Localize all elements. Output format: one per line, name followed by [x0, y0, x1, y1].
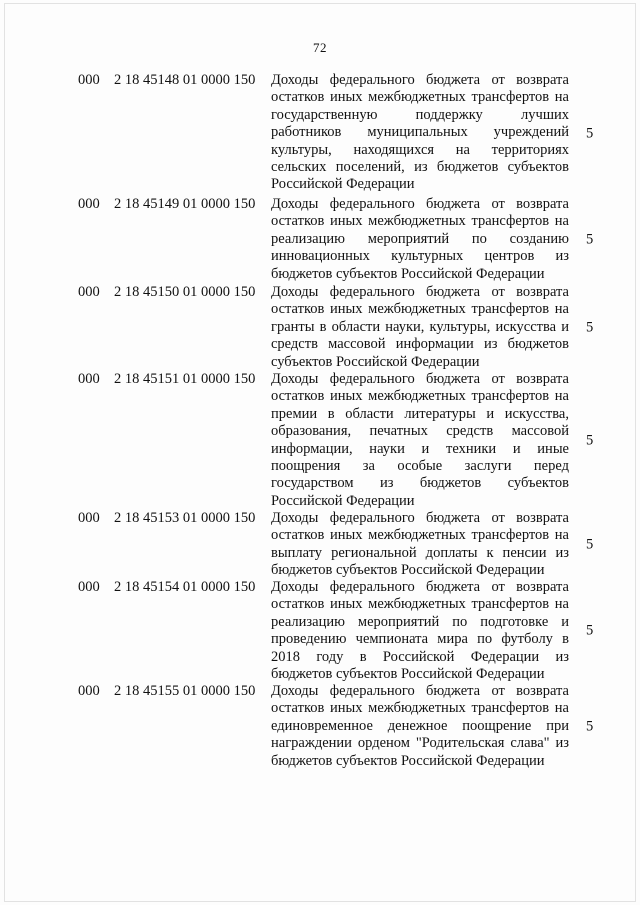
- revenue-name: Доходы федерального бюджета от возврата остатков иных межбюджетных трансфертов на реализацию мероприятий по созданию инновационных культурных центров из бюджетов субъектов Российской Федерации: [271, 196, 569, 282]
- budget-classification-code: 2 18 45155 01 0000 150: [114, 683, 256, 699]
- table-row: [0, 683, 640, 771]
- revenue-classification-table: [0, 72, 640, 771]
- revenue-name: Доходы федерального бюджета от возврата остатков иных межбюджетных трансфертов на государственную поддержку лучших работников муниципальных учреждений культуры, находящихся на территориях сельских поселений, из бюджетов субъектов Российской Федерации: [271, 72, 569, 193]
- administrator-code: 000: [78, 196, 100, 212]
- administrator-code: 000: [78, 510, 100, 526]
- page-number: 72: [313, 40, 327, 55]
- budget-classification-code: 2 18 45149 01 0000 150: [114, 196, 256, 212]
- revenue-name: Доходы федерального бюджета от возврата остатков иных межбюджетных трансфертов на гранты в области науки, культуры, искусства и средств массовой информации из бюджетов субъектов Российской Федерации: [271, 284, 569, 370]
- norm-percent: 5: [586, 318, 594, 335]
- revenue-name: Доходы федерального бюджета от возврата остатков иных межбюджетных трансфертов на выплату региональной доплаты к пенсии из бюджетов субъектов Российской Федерации: [271, 510, 569, 579]
- administrator-code: 000: [78, 284, 100, 300]
- revenue-name: Доходы федерального бюджета от возврата остатков иных межбюджетных трансфертов на премии в области литературы и искусства, образования, печатных средств массовой информации, науки и техники и иные поощрения за особые заслуги перед государством из бюджетов субъектов Российской Федерации: [271, 371, 569, 509]
- budget-classification-code: 2 18 45154 01 0000 150: [114, 579, 256, 595]
- administrator-code: 000: [78, 371, 100, 387]
- budget-classification-code: 2 18 45150 01 0000 150: [114, 284, 256, 300]
- norm-percent: 5: [586, 231, 594, 248]
- norm-percent: 5: [586, 718, 594, 735]
- norm-percent: 5: [586, 125, 594, 142]
- table-row: [0, 579, 640, 683]
- norm-percent: 5: [586, 431, 594, 448]
- budget-classification-code: 2 18 45151 01 0000 150: [114, 371, 256, 387]
- administrator-code: 000: [78, 72, 100, 88]
- administrator-code: 000: [78, 579, 100, 595]
- table-row: [0, 72, 640, 196]
- revenue-name: Доходы федерального бюджета от возврата остатков иных межбюджетных трансфертов на реализацию мероприятий по подготовке и проведению чемпионата мира по футболу в 2018 году в Российской Федерации из бюджетов субъектов Российской Федерации: [271, 579, 569, 683]
- table-row: [0, 284, 640, 371]
- table-row: [0, 371, 640, 510]
- norm-percent: 5: [586, 622, 594, 639]
- norm-percent: 5: [586, 535, 594, 552]
- revenue-name: Доходы федерального бюджета от возврата остатков иных межбюджетных трансфертов на единовременное денежное поощрение при награждении орденом "Родительская слава" из бюджетов субъектов Российской Федерации: [271, 683, 569, 769]
- budget-classification-code: 2 18 45148 01 0000 150: [114, 72, 256, 88]
- table-row: [0, 196, 640, 284]
- administrator-code: 000: [78, 683, 100, 699]
- budget-classification-code: 2 18 45153 01 0000 150: [114, 510, 256, 526]
- table-row: [0, 510, 640, 579]
